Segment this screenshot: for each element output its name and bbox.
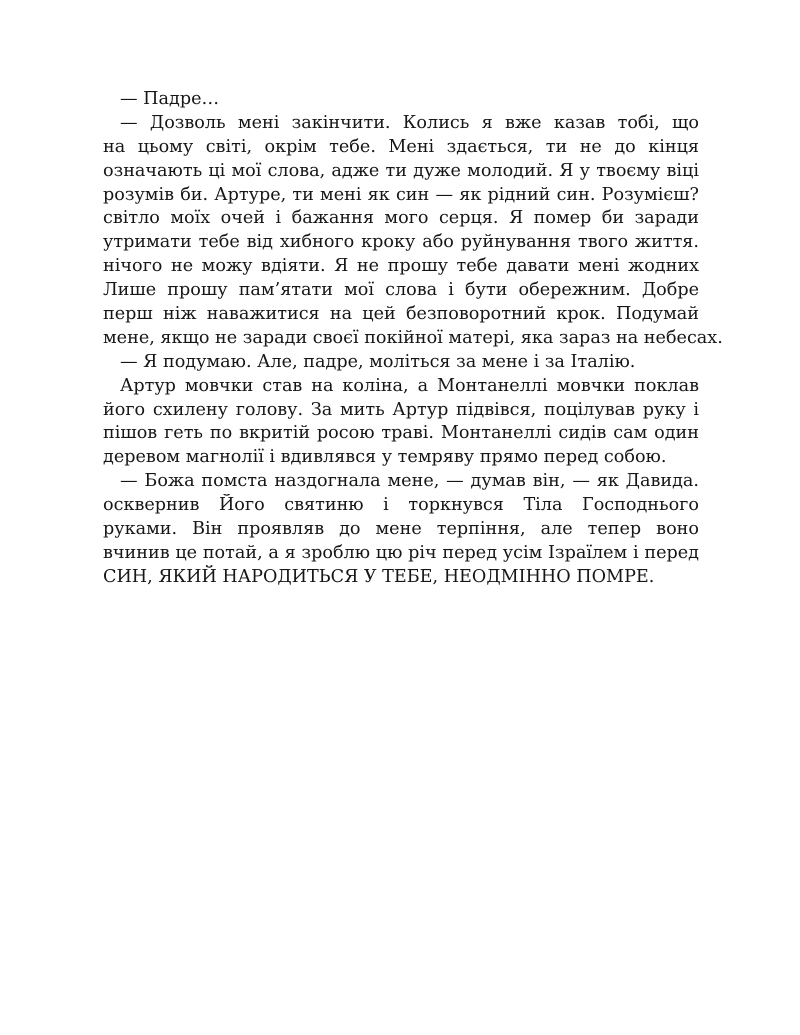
text-line: на цьому світі, окрім тебе. Мені здається, ти не до кінця — [103, 136, 699, 157]
text-line: осквернив Його святиню і торкнувся Тіла Господнього — [103, 495, 699, 516]
text-line: світло моїх очей і бажання мого серця. Я помер би заради — [103, 208, 699, 229]
text-line: означають ці мої слова, адже ти дуже молодий. Я у твоєму віці — [103, 160, 699, 181]
paragraph-p4 — [103, 375, 699, 471]
paragraph-p5 — [103, 470, 699, 589]
text-line: СИН, ЯКИЙ НАРОДИТЬСЯ У ТЕБЕ, НЕОДМІННО ПОМРЕ. — [103, 566, 655, 587]
paragraph-p1 — [103, 88, 699, 112]
text-line: — Дозволь мені закінчити. Колись я вже казав тобі, що — [120, 112, 699, 133]
text-line: утримати тебе від хибного кроку або руйнування твого життя. — [103, 232, 699, 253]
text-line: деревом магнолії і вдивлявся у темряву прямо перед собою. — [103, 447, 667, 468]
text-line: його схилену голову. За мить Артур підвівся, поцілував руку і — [103, 399, 699, 420]
text-line: руками. Він проявляв до мене терпіння, але тепер воно — [103, 519, 699, 540]
text-line: мене, якщо не заради своєї покійної матері, яка зараз на небесах. — [103, 327, 723, 348]
paragraph-p2 — [103, 112, 723, 351]
text-line: Лише прошу пам’ятати мої слова і бути обережним. Добре — [103, 280, 699, 301]
paragraph-p3 — [103, 351, 699, 375]
text-line: розумів би. Артуре, ти мені як син — як рідний син. Розумієш? — [103, 184, 699, 205]
text-line: вчинив це потай, а я зроблю цю річ перед усім Ізраїлем і перед — [103, 542, 699, 563]
text-line: нічого не можу вдіяти. Я не прошу тебе давати мені жодних — [103, 256, 699, 277]
body-text — [103, 88, 723, 590]
text-line: — Божа помста наздогнала мене, — думав він, — як Давида. — [120, 471, 699, 492]
text-line: — Падре… — [120, 89, 220, 109]
text-line: перш ніж наважитися на цей безповоротний крок. Подумай — [103, 304, 699, 325]
text-line: — Я подумаю. Але, падре, моліться за мене і за Італію. — [120, 351, 636, 372]
text-line: Артур мовчки став на коліна, а Монтанеллі мовчки поклав — [120, 375, 699, 396]
text-line: пішов геть по вкритій росою траві. Монтанеллі сидів сам один — [103, 423, 699, 444]
